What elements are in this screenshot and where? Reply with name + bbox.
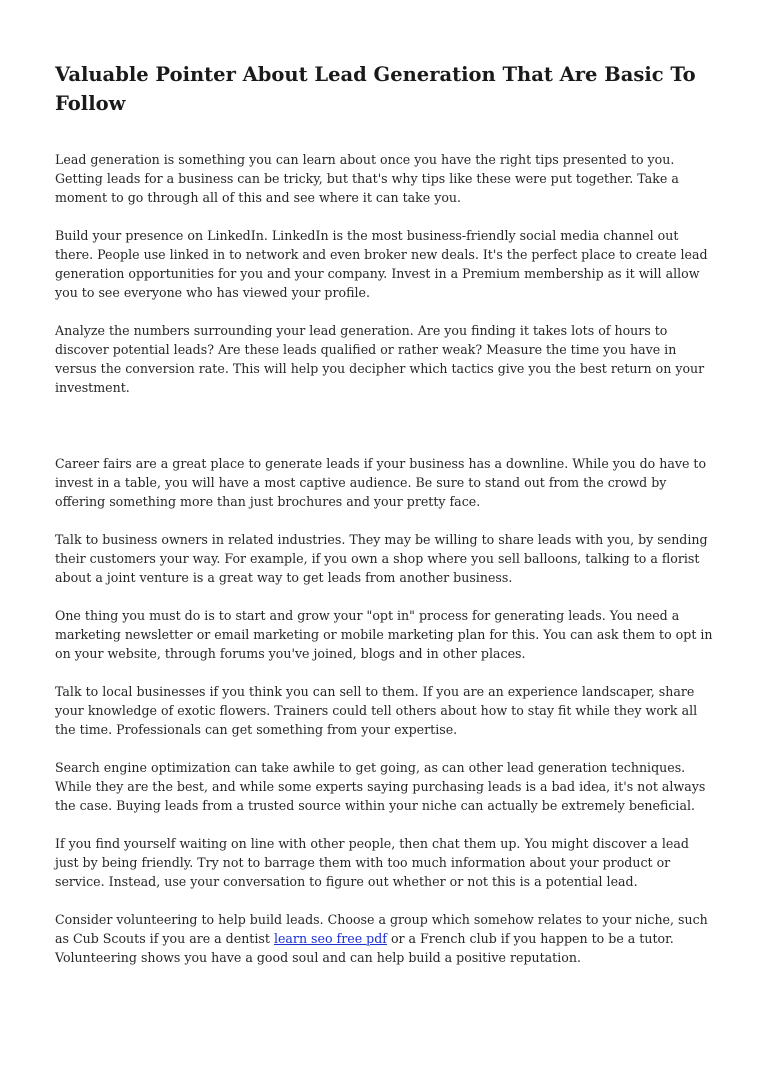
volunteering-text-after: or a French club if you happen to be a tutor. Volunteering shows you have a good soul and can help build a positive reputation.	[55, 931, 674, 965]
article-body	[55, 150, 714, 967]
paragraph-opt-in: One thing you must do is to start and grow your "opt in" process for generating leads. You need a marketing newsletter or email marketing or mobile marketing plan for this. You can ask them to opt in on your website, through forums you've joined, blogs and in other places.	[55, 608, 713, 661]
paragraph-career-fairs: Career fairs are a great place to generate leads if your business has a downline. While you do have to invest in a table, you will have a most captive audience. Be sure to stand out from the crowd by offering something more than just brochures and your pretty face.	[55, 456, 707, 509]
paragraph-analyze: Analyze the numbers surrounding your lead generation. Are you finding it takes lots of hours to discover potential leads? Are these leads qualified or rather weak? Measure the time you have in versus the conversion rate. This will help you decipher which tactics give you the best return on your investment.	[55, 323, 705, 395]
paragraph-volunteering	[55, 910, 714, 967]
paragraph-seo: Search engine optimization can take awhile to get going, as can other lead generation techniques. While they are the best, and while some experts saying purchasing leads is a bad idea, it's not always the case. Buying leads from a trusted source within your niche can actually be extremely beneficial.	[55, 760, 706, 813]
paragraph-waiting-line: If you find yourself waiting on line with other people, then chat them up. You might discover a lead just by being friendly. Try not to barrage them with too much information about your product or service. Instead, use your conversation to figure out whether or not this is a potential lead.	[55, 836, 689, 889]
paragraph-business-owners: Talk to business owners in related industries. They may be willing to share leads with you, by sending their customers your way. For example, if you own a shop where you sell balloons, talking to a florist about a joint venture is a great way to get leads from another business.	[55, 532, 708, 585]
volunteering-text-before: Consider volunteering to help build leads. Choose a group which somehow relates to your niche, such as Cub Scouts if you are a dentist	[55, 912, 708, 946]
learn-seo-link[interactable]: learn seo free pdf	[273, 931, 387, 946]
paragraph-intro: Lead generation is something you can learn about once you have the right tips presented to you. Getting leads for a business can be tricky, but that's why tips like these were put together. Take a moment to go through all of this and see where it can take you.	[55, 152, 679, 205]
page-title: Valuable Pointer About Lead Generation That Are Basic To Follow	[55, 63, 696, 115]
paragraph-local-businesses: Talk to local businesses if you think you can sell to them. If you are an experience landscaper, share your knowledge of exotic flowers. Trainers could tell others about how to stay fit while they work all the time. Professionals can get something from your expertise.	[55, 684, 698, 737]
paragraph-linkedin: Build your presence on LinkedIn. LinkedIn is the most business-friendly social media channel out there. People use linked in to network and even broker new deals. It's the perfect place to create lead generation opportunities for you and your company. Invest in a Premium membership as it will allow you to see everyone who has viewed your profile.	[55, 228, 708, 300]
